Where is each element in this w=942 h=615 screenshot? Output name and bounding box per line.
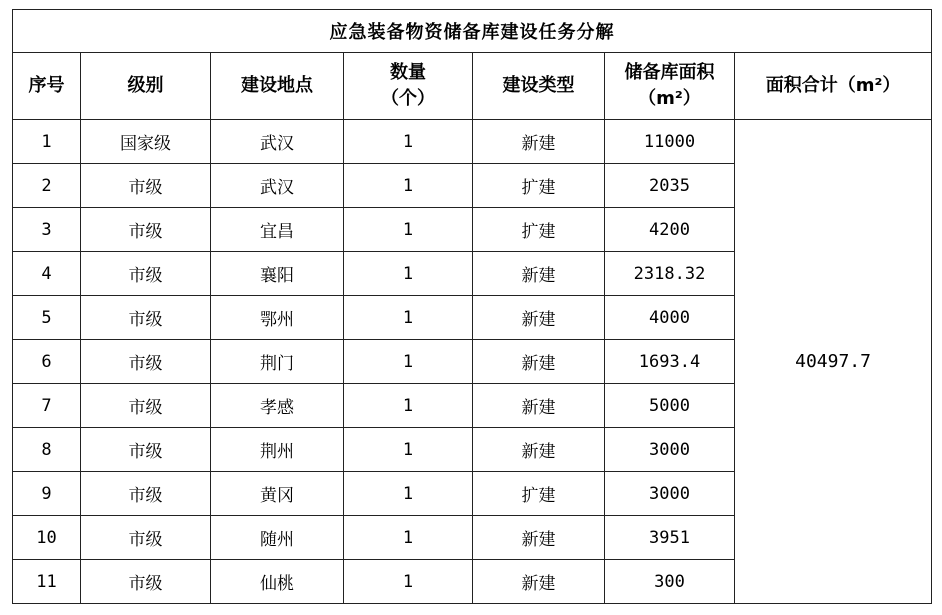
header-total: 面积合计（m²） bbox=[735, 53, 932, 120]
cell-seq: 9 bbox=[13, 472, 81, 516]
cell-type: 新建 bbox=[473, 428, 605, 472]
cell-area: 3000 bbox=[605, 472, 735, 516]
title-row bbox=[13, 10, 932, 53]
cell-area: 2035 bbox=[605, 164, 735, 208]
cell-level: 市级 bbox=[81, 428, 211, 472]
header-seq: 序号 bbox=[13, 53, 81, 120]
cell-qty: 1 bbox=[344, 516, 473, 560]
cell-qty: 1 bbox=[344, 120, 473, 164]
cell-location: 仙桃 bbox=[211, 560, 344, 604]
cell-type: 新建 bbox=[473, 384, 605, 428]
cell-area: 4000 bbox=[605, 296, 735, 340]
cell-level: 市级 bbox=[81, 560, 211, 604]
cell-type: 扩建 bbox=[473, 164, 605, 208]
header-qty-line1: 数量 bbox=[390, 62, 426, 83]
header-area-line1: 储备库面积 bbox=[624, 62, 715, 83]
task-table bbox=[12, 9, 932, 604]
cell-type: 新建 bbox=[473, 120, 605, 164]
cell-total-area: 40497.7 bbox=[735, 120, 932, 604]
cell-level: 市级 bbox=[81, 252, 211, 296]
cell-area: 1693.4 bbox=[605, 340, 735, 384]
cell-level: 市级 bbox=[81, 516, 211, 560]
cell-location: 宜昌 bbox=[211, 208, 344, 252]
header-qty bbox=[344, 53, 473, 120]
cell-qty: 1 bbox=[344, 340, 473, 384]
cell-qty: 1 bbox=[344, 164, 473, 208]
cell-location: 黄冈 bbox=[211, 472, 344, 516]
cell-type: 扩建 bbox=[473, 472, 605, 516]
cell-qty: 1 bbox=[344, 428, 473, 472]
cell-location: 随州 bbox=[211, 516, 344, 560]
table-row bbox=[13, 120, 932, 164]
cell-location: 武汉 bbox=[211, 164, 344, 208]
header-type: 建设类型 bbox=[473, 53, 605, 120]
cell-seq: 2 bbox=[13, 164, 81, 208]
cell-level: 市级 bbox=[81, 208, 211, 252]
header-area-line2: （m²） bbox=[638, 88, 701, 109]
cell-type: 新建 bbox=[473, 516, 605, 560]
cell-level: 市级 bbox=[81, 296, 211, 340]
cell-location: 武汉 bbox=[211, 120, 344, 164]
table-body bbox=[13, 120, 932, 604]
cell-location: 鄂州 bbox=[211, 296, 344, 340]
cell-area: 3951 bbox=[605, 516, 735, 560]
cell-level: 市级 bbox=[81, 384, 211, 428]
cell-qty: 1 bbox=[344, 384, 473, 428]
cell-level: 市级 bbox=[81, 340, 211, 384]
header-location: 建设地点 bbox=[211, 53, 344, 120]
header-level: 级别 bbox=[81, 53, 211, 120]
cell-level: 市级 bbox=[81, 164, 211, 208]
header-row bbox=[13, 53, 932, 120]
cell-seq: 7 bbox=[13, 384, 81, 428]
cell-type: 新建 bbox=[473, 340, 605, 384]
cell-type: 新建 bbox=[473, 252, 605, 296]
cell-qty: 1 bbox=[344, 252, 473, 296]
cell-type: 新建 bbox=[473, 560, 605, 604]
cell-qty: 1 bbox=[344, 208, 473, 252]
cell-area: 300 bbox=[605, 560, 735, 604]
cell-qty: 1 bbox=[344, 472, 473, 516]
cell-level: 市级 bbox=[81, 472, 211, 516]
cell-area: 4200 bbox=[605, 208, 735, 252]
cell-type: 扩建 bbox=[473, 208, 605, 252]
cell-seq: 1 bbox=[13, 120, 81, 164]
cell-seq: 5 bbox=[13, 296, 81, 340]
cell-seq: 11 bbox=[13, 560, 81, 604]
cell-seq: 6 bbox=[13, 340, 81, 384]
task-table-container bbox=[12, 9, 931, 603]
cell-area: 5000 bbox=[605, 384, 735, 428]
cell-location: 荆州 bbox=[211, 428, 344, 472]
header-qty-line2: （个） bbox=[381, 88, 435, 109]
cell-area: 3000 bbox=[605, 428, 735, 472]
cell-area: 11000 bbox=[605, 120, 735, 164]
cell-qty: 1 bbox=[344, 296, 473, 340]
cell-level: 国家级 bbox=[81, 120, 211, 164]
cell-location: 襄阳 bbox=[211, 252, 344, 296]
table-title: 应急装备物资储备库建设任务分解 bbox=[13, 10, 932, 53]
cell-area: 2318.32 bbox=[605, 252, 735, 296]
cell-seq: 8 bbox=[13, 428, 81, 472]
cell-location: 荆门 bbox=[211, 340, 344, 384]
header-area bbox=[605, 53, 735, 120]
cell-type: 新建 bbox=[473, 296, 605, 340]
cell-seq: 3 bbox=[13, 208, 81, 252]
cell-seq: 4 bbox=[13, 252, 81, 296]
cell-location: 孝感 bbox=[211, 384, 344, 428]
cell-seq: 10 bbox=[13, 516, 81, 560]
cell-qty: 1 bbox=[344, 560, 473, 604]
